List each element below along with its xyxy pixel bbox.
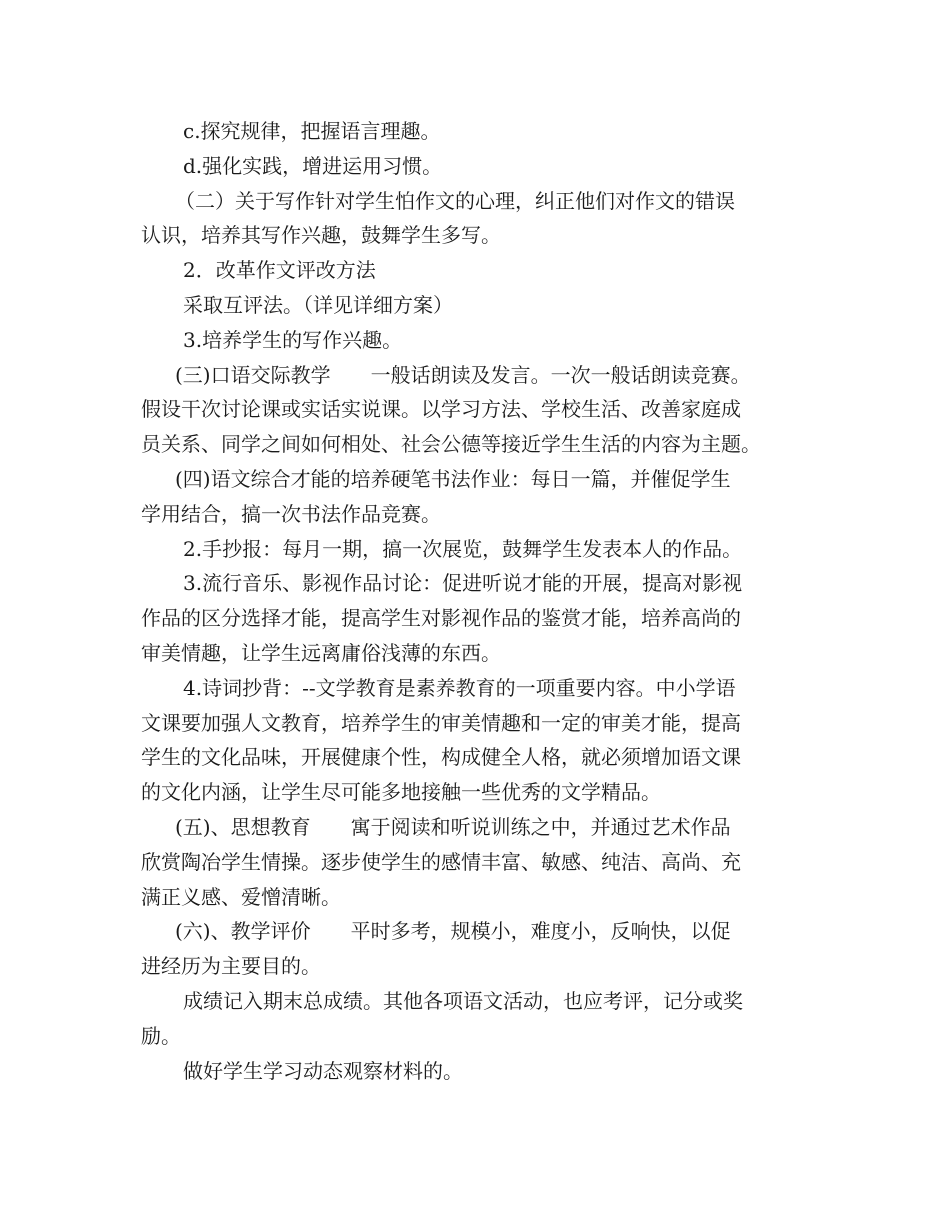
text-line: 2．改革作文评改方法 <box>183 258 376 283</box>
text-line: 欣赏陶冶学生情操。逐步使学生的感情丰富、敏感、纯洁、高尚、充 <box>141 849 741 874</box>
text-line: 励。 <box>141 1023 181 1048</box>
text-line: 3.流行音乐、影视作品讨论：促进听说才能的开展，提高对影视 <box>183 571 743 596</box>
text-line: c.探究规律，把握语言理趣。 <box>183 119 441 143</box>
section-heading-line: (四)语文综合才能的培养硬笔书法作业：每日一篇，并催促学生 <box>175 466 731 491</box>
text-line: 进经历为主要目的。 <box>141 954 321 979</box>
text-line: 文课要加强人文教育，培养学生的审美情趣和一定的审美才能，提高 <box>141 710 741 735</box>
section-heading-line: (五)、思想教育 寓于阅读和听说训练之中，并通过艺术作品 <box>175 814 731 839</box>
section-heading-line: (六)、教学评价 平时多考，规模小，难度小，反响快，以促 <box>175 919 731 944</box>
section-heading-line: (三)口语交际教学 一般话朗读及发言。一次一般话朗读竞赛。 <box>175 362 751 387</box>
text-line: 作品的区分选择才能，提高学生对影视作品的鉴赏才能，培养高尚的 <box>141 606 741 631</box>
text-line: 学用结合，搞一次书法作品竞赛。 <box>141 501 441 526</box>
text-line: d.强化实践，增进运用习惯。 <box>183 153 443 178</box>
text-line: 员关系、同学之间如何相处、社会公德等接近学生生活的内容为主题。 <box>141 432 761 457</box>
text-line: 2.手抄报：每月一期，搞一次展览，鼓舞学生发表本人的作品。 <box>183 536 743 561</box>
text-line: 审美情趣，让学生远离庸俗浅薄的东西。 <box>141 640 501 665</box>
text-line: 成绩记入期末总成绩。其他各项语文活动，也应考评，记分或奖 <box>183 988 743 1013</box>
text-line: 4.诗词抄背：--文学教育是素养教育的一项重要内容。中小学语 <box>183 675 736 700</box>
section-heading-line: （二）关于写作针对学生怕作文的心理，纠正他们对作文的错误 <box>175 188 735 213</box>
text-line: 3.培养学生的写作兴趣。 <box>183 327 403 352</box>
text-line: 做好学生学习动态观察材料的。 <box>183 1058 463 1083</box>
text-line: 的文化内涵，让学生尽可能多地接触一些优秀的文学精品。 <box>141 780 661 805</box>
text-line: 采取互评法。（详见详细方案） <box>183 292 453 317</box>
text-line: 假设干次讨论课或实话实说课。以学习方法、学校生活、改善家庭成 <box>141 397 741 422</box>
text-line: 认识，培养其写作兴趣，鼓舞学生多写。 <box>141 223 501 248</box>
text-line: 学生的文化品味，开展健康个性，构成健全人格，就必须增加语文课 <box>141 745 741 770</box>
text-line: 满正义感、爱憎清晰。 <box>141 884 341 909</box>
document-body <box>141 114 813 1088</box>
